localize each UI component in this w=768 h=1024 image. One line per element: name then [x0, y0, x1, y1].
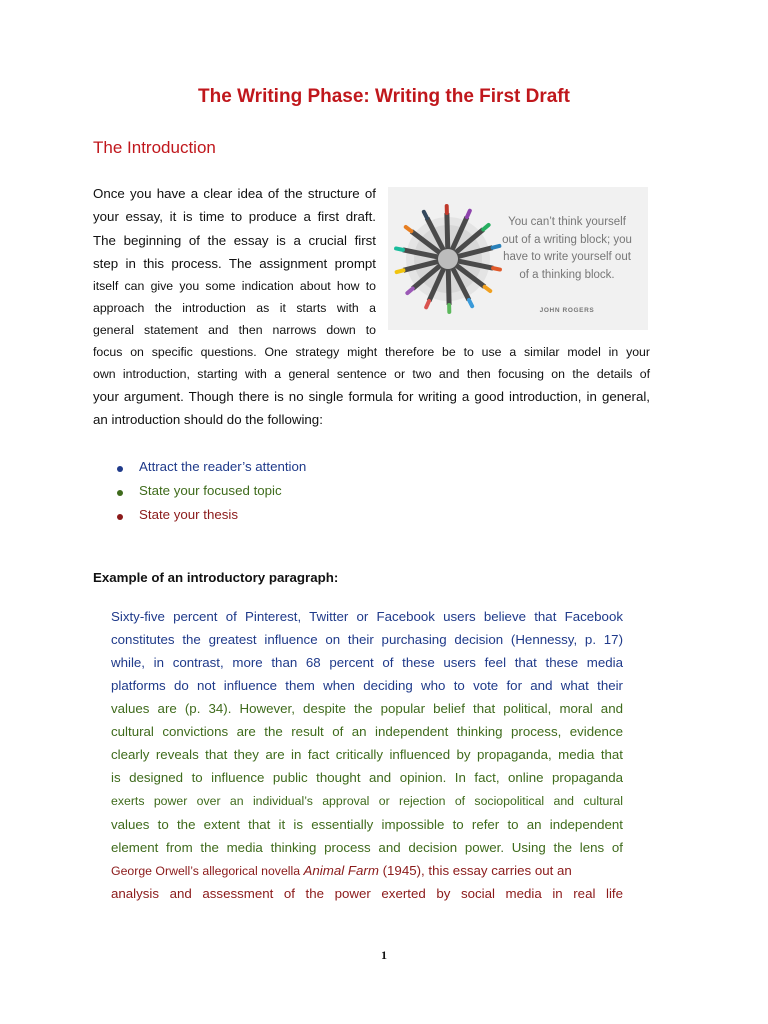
pencil-tip — [469, 300, 472, 306]
bullet-dot — [117, 514, 123, 520]
example-line: cultural convictions are the result of an independent thinking process, evidence — [111, 724, 623, 739]
pencil-tip — [397, 270, 404, 272]
intro-line: own introduction, starting with a general sentence or two and then focusing on the details of — [93, 367, 650, 381]
example-line: clearly reveals that they are in fact critically influenced by propaganda, media that — [111, 747, 623, 762]
intro-line: your argument. Though there is no single formula for writing a good introduction, in general, — [93, 389, 650, 404]
example-line: values are (p. 34). However, despite the popular belief that political, moral and — [111, 701, 623, 716]
pencil-tip — [485, 287, 491, 291]
example-line: Sixty-five percent of Pinterest, Twitter or Facebook users believe that Facebook — [111, 609, 623, 624]
intro-line: Once you have a clear idea of the structure of — [93, 186, 376, 201]
bullet-dot — [117, 490, 123, 496]
example-line: while, in contrast, more than 68 percent of these users feel that these media — [111, 655, 623, 670]
intro-line: step in this process. The assignment prompt — [93, 256, 376, 271]
orwell-after: (1945), this essay carries out an — [378, 863, 572, 878]
example-line: platforms do not influence them when deciding who to vote for and what their — [111, 678, 623, 693]
pencil-icon — [448, 267, 449, 305]
intro-line: itself can give you some indication about how to — [93, 279, 376, 293]
pencil-tip — [483, 225, 488, 229]
pencil-tip — [407, 289, 412, 293]
intro-line: focus on specific questions. One strategy might therefore be to use a similar model in your — [93, 345, 650, 359]
intro-line: an introduction should do the following: — [93, 412, 323, 427]
example-line: constitutes the greatest influence on their purchasing decision (Hennessy, p. 17) — [111, 632, 623, 647]
quote-text: You can’t think yourself out of a writing block; you have to write yourself out of a thinking block. — [502, 216, 632, 281]
bullet-item: Attract the reader’s attention — [139, 459, 307, 474]
intro-line: The beginning of the essay is a crucial first — [93, 233, 376, 248]
pencil-tip — [426, 301, 429, 307]
colored-pencils-illustration — [388, 187, 508, 330]
bullet-item: State your thesis — [139, 507, 239, 522]
example-line: exerts power over an individual’s approval or rejection of sociopolitical and cultural — [111, 794, 623, 808]
pencil-tip — [493, 268, 500, 269]
example-line: is designed to influence public thought and opinion. In fact, online propaganda — [111, 770, 623, 785]
pencil-tip — [396, 248, 403, 249]
book-title: Animal Farm — [303, 863, 379, 878]
intro-line: your essay, it is time to produce a first draft. — [93, 209, 376, 224]
bullet-item: State your focused topic — [139, 483, 282, 498]
intro-line: approach the introduction as it starts with a — [93, 301, 376, 315]
example-line: analysis and assessment of the power exerted by social media in real life — [111, 886, 623, 901]
intro-line: general statement and then narrows down to — [93, 323, 376, 337]
orwell-before: George Orwell’s allegorical novella — [111, 864, 304, 878]
example-line: element from the media thinking process and decision power. Using the lens of — [111, 840, 623, 855]
example-line: values to the extent that it is essentially impossible to refer to an independent — [111, 817, 623, 832]
quote-image — [388, 187, 648, 330]
pencil-tip — [467, 211, 470, 217]
pencil-tip — [424, 212, 427, 218]
bullet-dot — [117, 466, 123, 472]
example-line-orwell — [111, 863, 623, 878]
pencil-tip — [493, 246, 500, 248]
example-heading: Example of an introductory paragraph: — [93, 570, 339, 585]
quote-author: JOHN ROGERS — [539, 307, 595, 314]
pencil-tip — [406, 227, 412, 231]
section-heading: The Introduction — [93, 138, 216, 157]
page-title: The Writing Phase: Writing the First Draft — [198, 86, 570, 107]
pencil-icon — [447, 213, 448, 251]
page-number: 1 — [381, 948, 387, 962]
